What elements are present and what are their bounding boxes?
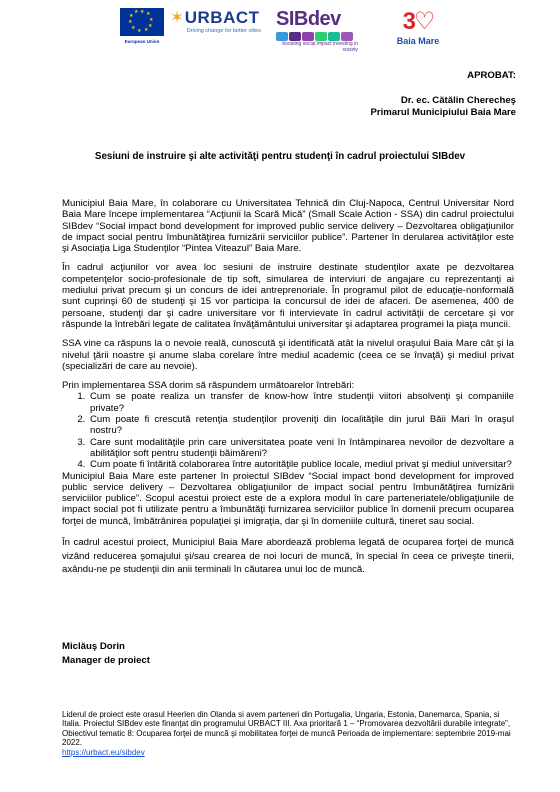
- document-title: Sesiuni de instruire şi alte activităţi pentru studenţi în cadrul proiectului SIBdev: [94, 151, 466, 162]
- document-body: [62, 198, 514, 577]
- puzzle-icon: [276, 32, 358, 41]
- logo-banner: [0, 8, 560, 64]
- paragraph-activities: În cadrul acţiunilor vor avea loc sesiuni de instruire destinate studenţilor axate pe dezvoltarea competenţelor socio-profesionale de tip soft, simularea de interviuri de angajare cu reprezentanţi ai mediului privat precum şi un concurs de idei antreprenoriale. În programul pilot de educaţie-nonformală sunt cuprinşi 60 de studenţi şi 15 vor participa la concursul de idei de afaceri. De asemenea, 400 de persoane, studenţi dar şi cadre universitare vor fi intervievate în cadrul activităţii de cercetare şi vor răspunde la întrebări legate de calitatea învăţământului universitar şi adaptarea programei la piaţa muncii.: [62, 262, 514, 330]
- paragraph-final: În cadrul acestui proiect, Municipiul Baia Mare abordează problema legată de ocuparea forţei de muncă vizând reducerea şomajului şi/sau crearea de noi locuri de muncă, în special în ceea ce priveşte tinerii, axându-ne pe studenţii din anii terminali în căutarea unui loc de muncă.: [62, 537, 514, 576]
- sibdev-tagline: boosting social impact investing in society: [282, 41, 358, 53]
- baia-mare-emblem-icon: 3♡: [402, 8, 434, 35]
- approver-role: Primarul Municipiului Baia Mare: [370, 107, 516, 118]
- list-item: 3. Care sunt modalităţile prin care universitatea poate veni în întâmpinarea nevoilor de dezvoltare a abilităţilor soft pentru studenţii băimăreni?: [88, 437, 514, 460]
- footer-text: Liderul de proiect este orasul Heerlen din Olanda si avem parteneri din Portugalia, Ungaria, Estonia, Danemarca, Spania, si Italia. Proiectul SIBdev este finanţat din programului URBACT III. Axa prioritară 1 – “Promovarea dezvoltării durabile integrate”, Obiectivul tematic 8: Ocuparea forţei de muncă şi mobilitatea forţei de muncă Perioada de implementare: septembrie 2019-mai 2022.: [62, 710, 511, 748]
- eu-label: European Union: [124, 39, 160, 44]
- star-icon: ✶: [170, 8, 185, 27]
- baia-mare-label: Baia Mare: [396, 36, 440, 46]
- list-item: 2. Cum poate fi crescută retenţia studenţilor proveniţi din localităţile din jurul Băii Mari în oraşul nostru?: [88, 414, 514, 437]
- approver-name: Dr. ec. Cătălin Cherecheş: [400, 95, 516, 106]
- list-item: 1. Cum se poate realiza un transfer de know-how între studenţii viitori absolvenţi şi companiile private?: [88, 391, 514, 414]
- signature-role: Manager de proiect: [62, 655, 150, 666]
- urbact-tagline: Driving change for better cities: [186, 28, 261, 34]
- footer-note: [62, 710, 514, 757]
- paragraph-intro: Municipiul Baia Mare, în colaborare cu Universitatea Tehnică din Cluj-Napoca, Centrul Universitar Nord Baia Mare începe implementarea “Acţiunii la Scară Mică” (Small Scale Action - SSA) din cadrul proiectului SIBdev “Social impact bond development for improved public service delivery – Dezvoltarea obligaţiunilor de impact social pentru îmbunătăţirea furnizării serviciilor publice”. Partener în derularea activităţilor este şi Asociaţia Liga Studenţilor “Pintea Viteazul” Baia Mare.: [62, 198, 514, 255]
- urbact-logo: [170, 8, 265, 34]
- paragraph-need: SSA vine ca răspuns la o nevoie reală, cunoscută şi identificată atât la nivelul oraşului Baia Mare cât şi la nivelul ţării noastre şi anume slaba corelare între mediul academic (ceea ce se învaţă) şi mediul privat (specializări de care au nevoie).: [62, 338, 514, 372]
- paragraph-partner: Municipiul Baia Mare este partener în proiectul SIBdev “Social impact bond development for improved public service delivery – Dezvoltarea obligaţiunilor de impact social pentru îmbunătăţirea furnizării serviciilor publice”. Scopul acestui proiect este de a explora modul în care parteneriatele/obligaţiunile de impact social pot fi utilizate pentru a îmbunătăţi furnizarea serviciilor publice în domenii precum ocuparea forţei de muncă, îmbătrânirea populaţiei şi imigraţia, dar şi în domeniile cultură, tineret sau social.: [62, 470, 514, 527]
- sibdev-wordmark: SIBdev: [276, 8, 341, 30]
- eu-logo: [118, 8, 166, 44]
- sibdev-logo: [276, 8, 358, 53]
- signature-name: Miclăuş Dorin: [62, 641, 125, 652]
- paragraph-questions-intro: Prin implementarea SSA dorim să răspundem următoarelor întrebări:: [62, 380, 355, 392]
- list-item: 4. Cum poate fi întărită colaborarea între autorităţile publice locale, mediul privat şi mediul universitar?: [88, 459, 514, 470]
- footer-link[interactable]: https://urbact.eu/sibdev: [62, 747, 145, 757]
- urbact-wordmark: URBACT: [184, 8, 260, 27]
- questions-list: [62, 391, 514, 470]
- baia-mare-logo: [386, 8, 450, 46]
- approval-label: APROBAT:: [467, 70, 516, 81]
- eu-flag-icon: ★ ★ ★ ★ ★ ★ ★ ★ ★ ★: [120, 8, 164, 36]
